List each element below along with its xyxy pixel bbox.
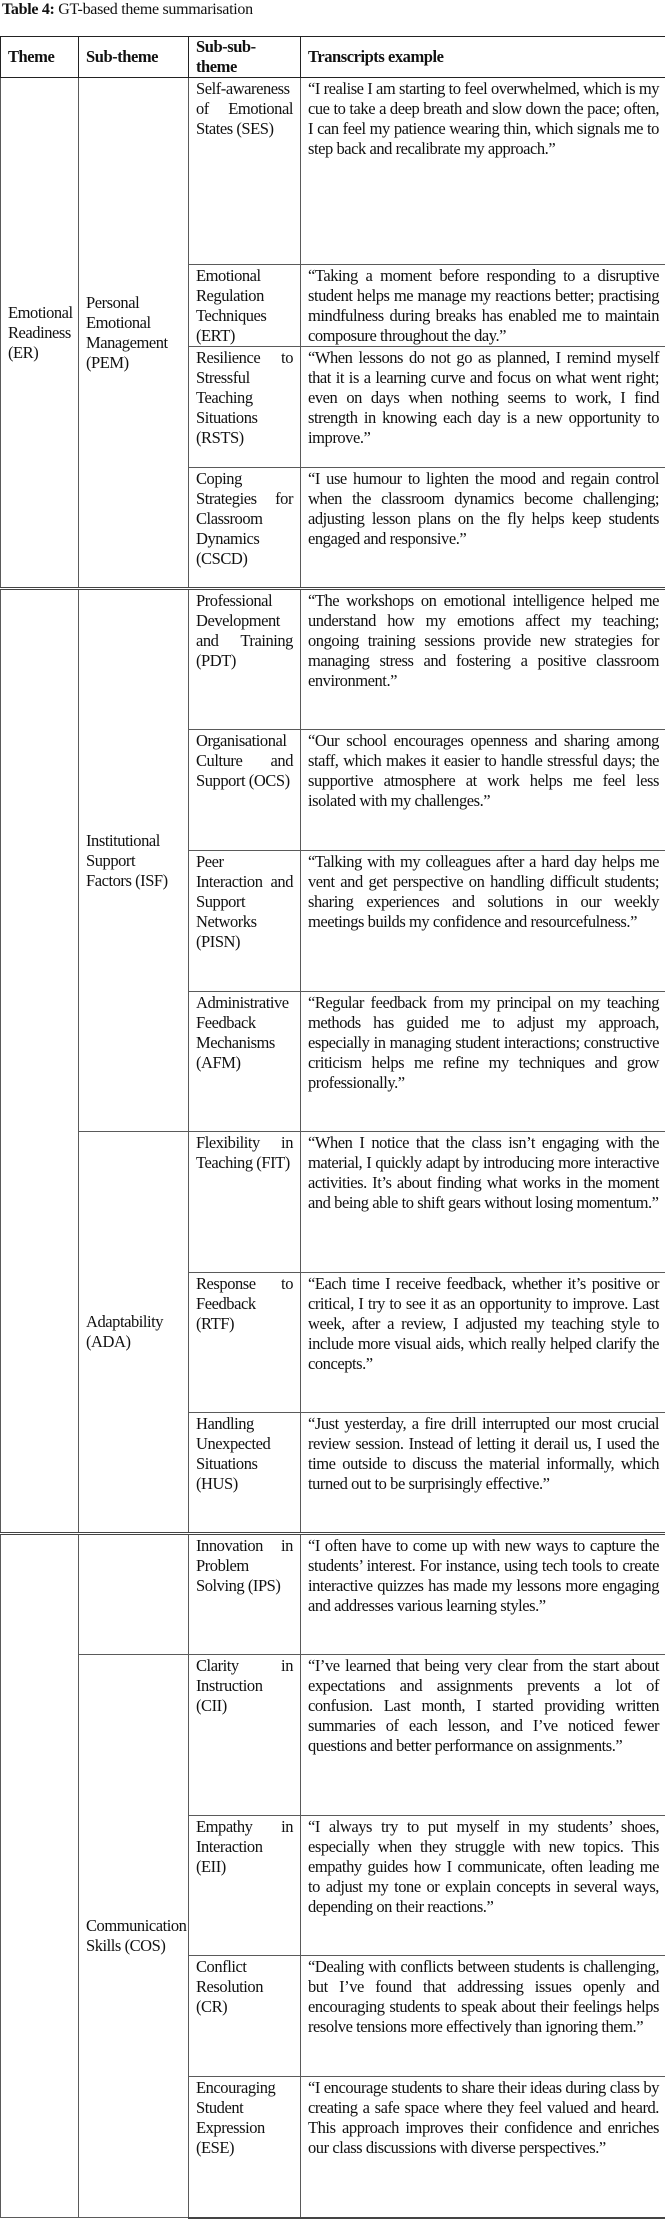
table-body <box>1 78 665 2218</box>
sub-sub-theme-cell: Peer Interaction and Support Networks (PISN) <box>189 851 301 992</box>
caption-text: GT-based theme summarisation <box>55 1 253 18</box>
sub-sub-theme-cell: Emotional Regulation Techniques (ERT) <box>189 265 301 347</box>
theme-summary-table <box>0 36 665 2219</box>
transcript-cell: “Each time I receive feedback, whether it’s positive or critical, I try to see it as an opportunity to improve. Last week, after a review, I adjusted my teaching style to include more visual aids, which really helped clarify the concepts.” <box>301 1273 665 1413</box>
transcript-cell: “I’ve learned that being very clear from the start about expectations and assignments prevents a lot of confusion. Last month, I started providing written summaries of each lesson, and I’ve noticed fewer questions and better performance on assignments.” <box>301 1655 665 1816</box>
table-row <box>1 1534 665 1655</box>
transcript-cell: “Our school encourages openness and sharing among staff, which makes it easier to handle stressful days; the supportive atmosphere at work helps me feel less isolated with my challenges.” <box>301 730 665 851</box>
sub-sub-theme-cell: Organisational Culture and Support (OCS) <box>189 730 301 851</box>
sub-sub-theme-cell: Professional Development and Training (PDT) <box>189 589 301 730</box>
transcript-cell: “The workshops on emotional intelligence helped me understand how my emotions affect my teaching; ongoing training sessions provide new strategies for managing stress and fostering a positive classroom environment.” <box>301 589 665 730</box>
transcript-cell: “Dealing with conflicts between students is challenging, but I’ve found that addressing issues openly and encouraging students to speak about their feelings helps resolve tensions more effectively than ignoring them.” <box>301 1956 665 2077</box>
sub-theme-cell: Personal Emotional Management (PEM) <box>79 78 189 589</box>
sub-theme-cell: Communication Skills (COS) <box>79 1655 189 2218</box>
table-row <box>1 1132 665 1273</box>
sub-sub-theme-cell: Innovation in Problem Solving (IPS) <box>189 1534 301 1655</box>
table-row <box>1 78 665 265</box>
transcript-cell: “When I notice that the class isn’t engaging with the material, I quickly adapt by introducing more interactive activities. It’s about finding what works in the moment and being able to shift gears without losing momentum.” <box>301 1132 665 1273</box>
sub-sub-theme-cell: Coping Strategies for Classroom Dynamics (CSCD) <box>189 468 301 589</box>
theme-cell: Emotional Readiness (ER) <box>1 78 79 589</box>
sub-theme-cell: Adaptability (ADA) <box>79 1132 189 1534</box>
transcript-cell: “I always try to put myself in my students’ shoes, especially when they struggle with new topics. This empathy guides how I communicate, often leading me to adjust my tone or explain concepts in several ways, depending on their reactions.” <box>301 1816 665 1956</box>
transcript-cell: “Talking with my colleagues after a hard day helps me vent and get perspective on handling difficult students; sharing experiences and solutions in our weekly meetings builds my confidence and resourcefulness.” <box>301 851 665 992</box>
transcript-cell: “I use humour to lighten the mood and regain control when the classroom dynamics become challenging; adjusting lesson plans on the fly helps keep students engaged and responsive.” <box>301 468 665 589</box>
transcript-cell: “I often have to come up with new ways to capture the students’ interest. For instance, using tech tools to create interactive quizzes has made my lessons more engaging and addresses various learning styles.” <box>301 1534 665 1655</box>
transcript-cell: “Just yesterday, a fire drill interrupted our most crucial review session. Instead of letting it derail us, I used the time outside to discuss the material informally, which turned out to be surprisingly effective.” <box>301 1413 665 1534</box>
sub-sub-theme-cell: Handling Unexpected Situations (HUS) <box>189 1413 301 1534</box>
transcript-cell: “I encourage students to share their ideas during class by creating a safe space where they feel valued and heard. This approach improves their confidence and enriches our class discussions with diverse perspectives.” <box>301 2077 665 2218</box>
sub-sub-theme-cell: Self-awareness of Emotional States (SES) <box>189 78 301 265</box>
theme-cell <box>1 589 79 1534</box>
table-row <box>1 589 665 730</box>
header-transcripts: Transcripts example <box>301 37 665 78</box>
header-sub-theme: Sub-theme <box>79 37 189 78</box>
header-theme: Theme <box>1 37 79 78</box>
transcript-cell: “Taking a moment before responding to a disruptive student helps me manage my reactions better; practising mindfulness during breaks has enabled me to maintain composure throughout the day.” <box>301 265 665 347</box>
caption-label: Table 4: <box>2 1 55 18</box>
transcript-cell: “When lessons do not go as planned, I remind myself that it is a learning curve and focus on what went right; even on days when nothing seems to work, I find strength in knowing each day is a new opportunity to improve.” <box>301 347 665 468</box>
sub-sub-theme-cell: Administrative Feedback Mechanisms (AFM) <box>189 992 301 1132</box>
sub-sub-theme-cell: Resilience to Stressful Teaching Situations (RSTS) <box>189 347 301 468</box>
sub-sub-theme-cell: Clarity in Instruction (CII) <box>189 1655 301 1816</box>
header-sub-sub-theme: Sub-sub-theme <box>189 37 301 78</box>
theme-cell <box>1 1534 79 2218</box>
table-row <box>1 1655 665 1816</box>
sub-sub-theme-cell: Empathy in Interaction (EII) <box>189 1816 301 1956</box>
sub-sub-theme-cell: Encouraging Student Expression (ESE) <box>189 2077 301 2218</box>
sub-theme-cell <box>79 1534 189 1655</box>
sub-sub-theme-cell: Response to Feedback (RTF) <box>189 1273 301 1413</box>
transcript-cell: “Regular feedback from my principal on my teaching methods has guided me to adjust my approach, especially in managing student interactions; constructive criticism helps me refine my techniques and grow professionally.” <box>301 992 665 1132</box>
table-caption <box>2 0 253 20</box>
sub-sub-theme-cell: Flexibility in Teaching (FIT) <box>189 1132 301 1273</box>
header-row <box>1 37 665 78</box>
sub-theme-cell: Institutional Support Factors (ISF) <box>79 589 189 1132</box>
sub-sub-theme-cell: Conflict Resolution (CR) <box>189 1956 301 2077</box>
transcript-cell: “I realise I am starting to feel overwhelmed, which is my cue to take a deep breath and slow down the pace; often, I can feel my patience wearing thin, which signals me to step back and recalibrate my approach.” <box>301 78 665 265</box>
